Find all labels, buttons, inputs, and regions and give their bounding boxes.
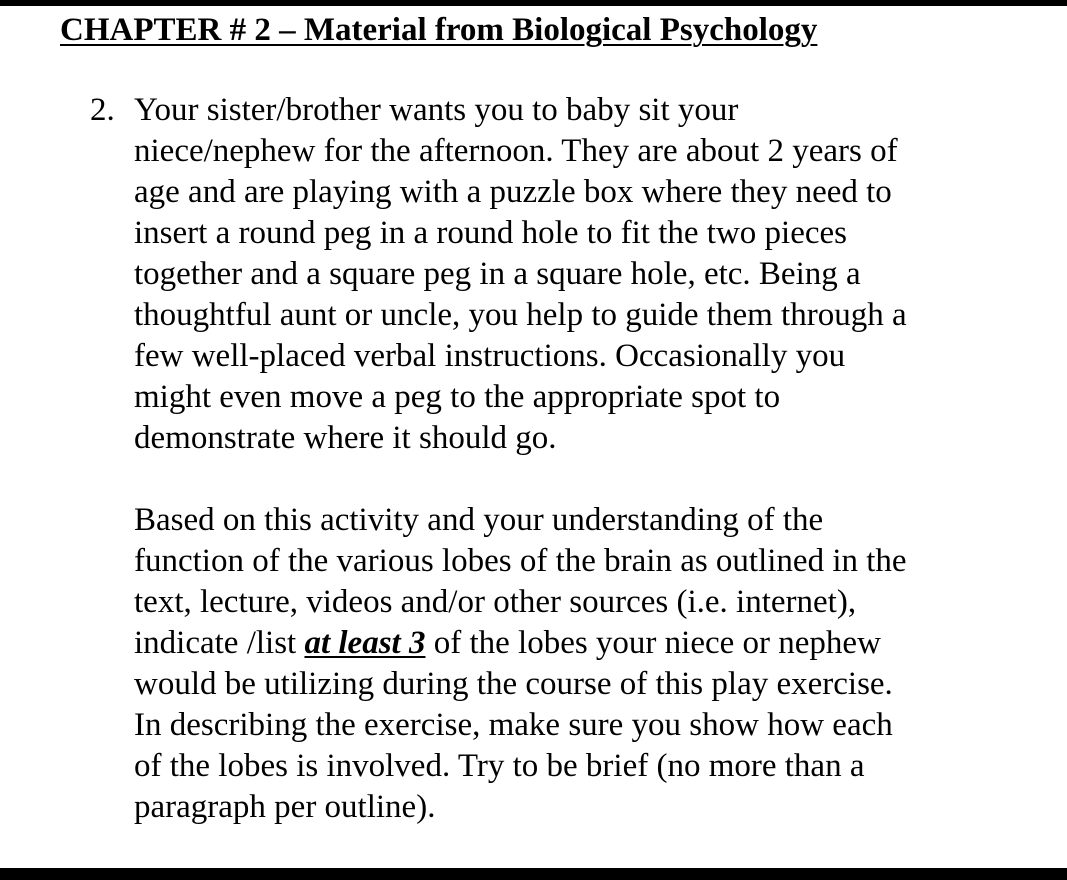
paragraph2-line-with-emphasis [90, 623, 990, 664]
paragraph1-line: insert a round peg in a round hole to fit the two pieces [134, 215, 847, 251]
chapter-title: CHAPTER # 2 – Material from Biological Psychology [60, 12, 818, 48]
paragraph1-line: demonstrate where it should go. [134, 420, 557, 456]
paragraph1-line: might even move a peg to the appropriate spot to [134, 379, 781, 415]
emphasis-at-least-3: at least 3 [304, 625, 426, 661]
line-text-after: of the lobes your niece or nephew [425, 625, 881, 661]
paragraph1-line: thoughtful aunt or uncle, you help to guide them through a [134, 297, 907, 333]
question-2 [90, 90, 990, 828]
paragraph2-line: of the lobes is involved. Try to be brief (no more than a [134, 748, 865, 784]
paragraph1-line: age and are playing with a puzzle box where they need to [134, 174, 892, 210]
paragraph1-line: few well-placed verbal instructions. Occasionally you [134, 338, 846, 374]
line-text-before: indicate /list [134, 625, 305, 661]
paragraph2-line: function of the various lobes of the brain as outlined in the [134, 543, 907, 579]
paragraph1-line: together and a square peg in a square hole, etc. Being a [134, 256, 861, 292]
paragraph2-line: In describing the exercise, make sure you show how each [134, 707, 893, 743]
paragraph2-line: Based on this activity and your understanding of the [134, 502, 824, 538]
document-page [0, 6, 1067, 868]
paragraph2-line: text, lecture, videos and/or other sources (i.e. internet), [134, 584, 857, 620]
question-number: 2. [90, 92, 115, 128]
paragraph1-line: Your sister/brother wants you to baby sit your [134, 92, 739, 128]
paragraph-2 [90, 500, 990, 828]
paragraph2-line: paragraph per outline). [134, 789, 436, 825]
question-first-line [90, 90, 990, 131]
paragraph2-line: would be utilizing during the course of this play exercise. [134, 666, 893, 702]
paragraph1-line: niece/nephew for the afternoon. They are about 2 years of [134, 133, 898, 169]
